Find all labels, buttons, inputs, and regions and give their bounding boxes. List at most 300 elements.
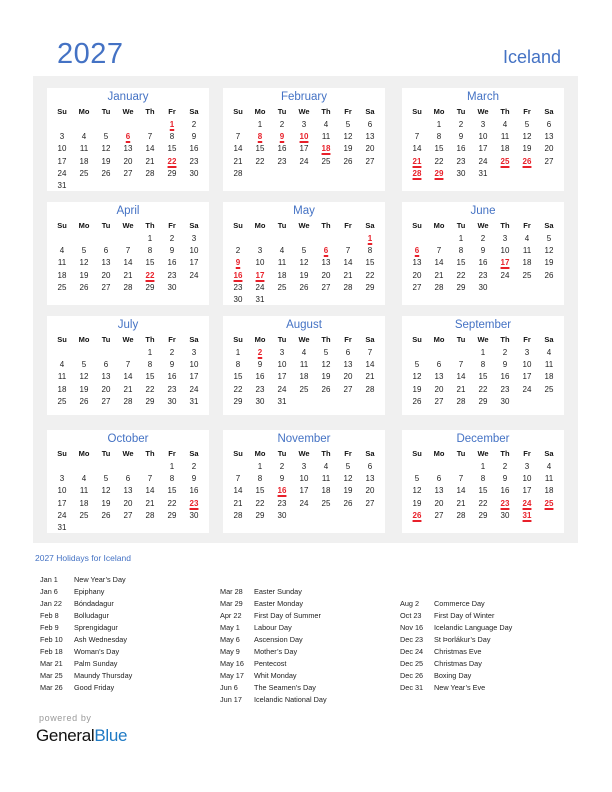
holiday-row bbox=[220, 694, 327, 706]
weekday-header: Sa bbox=[189, 221, 199, 230]
day-cell: 22 bbox=[456, 270, 466, 280]
weekday-header: Sa bbox=[544, 107, 554, 116]
day-cell: 20 bbox=[412, 270, 422, 280]
day-cell: 11 bbox=[544, 474, 554, 484]
month-name: July bbox=[117, 319, 139, 331]
holiday-date: Oct 23 bbox=[400, 611, 422, 620]
day-cell: 7 bbox=[147, 132, 153, 142]
holiday-day-cell: 26 bbox=[412, 510, 422, 520]
day-cell: 15 bbox=[365, 258, 375, 268]
holiday-name: Whit Monday bbox=[254, 671, 297, 680]
day-cell: 7 bbox=[436, 246, 442, 256]
holiday-row bbox=[40, 682, 132, 694]
weekday-header: Mo bbox=[254, 449, 266, 458]
day-cell: 19 bbox=[321, 372, 331, 382]
month-name: June bbox=[470, 205, 496, 217]
day-cell: 10 bbox=[522, 360, 532, 370]
day-cell: 8 bbox=[235, 360, 241, 370]
month-name: February bbox=[280, 91, 328, 103]
holiday-date: Mar 29 bbox=[220, 599, 243, 608]
day-cell: 6 bbox=[367, 462, 373, 471]
holiday-name: Palm Sunday bbox=[74, 659, 118, 668]
holiday-date: Jun 17 bbox=[220, 695, 242, 704]
day-cell: 30 bbox=[478, 282, 488, 292]
day-cell: 20 bbox=[343, 372, 353, 382]
empty-cell bbox=[95, 461, 117, 473]
weekday-header: Mo bbox=[78, 221, 90, 230]
weekday-header: Mo bbox=[78, 449, 90, 458]
holiday-row bbox=[400, 670, 512, 682]
day-cell: 21 bbox=[123, 384, 133, 394]
day-cell: 18 bbox=[544, 372, 554, 382]
day-cell: 25 bbox=[544, 384, 554, 394]
month-grid bbox=[47, 333, 209, 408]
day-cell: 30 bbox=[500, 510, 510, 520]
holiday-row bbox=[400, 682, 512, 694]
month-name: January bbox=[107, 91, 149, 103]
day-cell: 20 bbox=[123, 498, 133, 508]
day-cell: 31 bbox=[277, 396, 287, 406]
empty-cell bbox=[428, 233, 450, 245]
empty-cell bbox=[450, 461, 472, 473]
day-cell: 24 bbox=[478, 156, 488, 166]
day-cell: 20 bbox=[123, 156, 133, 166]
day-cell: 26 bbox=[299, 282, 309, 292]
weekday-header: Tu bbox=[277, 107, 287, 116]
empty-cell bbox=[117, 347, 139, 359]
day-cell: 28 bbox=[365, 384, 375, 394]
holiday-name: First Day of Winter bbox=[434, 611, 495, 620]
day-cell: 15 bbox=[255, 486, 265, 496]
day-cell: 23 bbox=[255, 384, 265, 394]
day-cell: 15 bbox=[478, 372, 488, 382]
empty-cell bbox=[406, 119, 428, 131]
weekday-header: Mo bbox=[433, 449, 445, 458]
holiday-row bbox=[40, 658, 132, 670]
day-cell: 5 bbox=[81, 246, 87, 256]
day-cell: 1 bbox=[257, 462, 263, 471]
weekday-header: Th bbox=[145, 221, 155, 230]
brand-general: General bbox=[36, 726, 95, 745]
month-grid bbox=[402, 219, 564, 294]
day-cell: 30 bbox=[189, 168, 199, 178]
day-cell: 16 bbox=[255, 372, 265, 382]
day-cell: 3 bbox=[59, 474, 65, 484]
weekday-header: Sa bbox=[189, 449, 199, 458]
day-cell: 8 bbox=[147, 246, 153, 256]
empty-cell bbox=[51, 347, 73, 359]
weekday-header: Tu bbox=[456, 107, 466, 116]
month-grid bbox=[223, 105, 385, 180]
holiday-day-cell: 17 bbox=[500, 258, 510, 268]
day-cell: 9 bbox=[458, 132, 464, 142]
day-cell: 22 bbox=[478, 498, 488, 508]
month-september bbox=[402, 316, 564, 415]
day-cell: 23 bbox=[478, 270, 488, 280]
day-cell: 26 bbox=[343, 498, 353, 508]
day-cell: 18 bbox=[57, 384, 67, 394]
holiday-day-cell: 23 bbox=[189, 498, 199, 508]
empty-cell bbox=[117, 233, 139, 245]
weekday-header: Fr bbox=[344, 107, 352, 116]
month-grid bbox=[47, 447, 209, 534]
day-cell: 1 bbox=[257, 120, 263, 129]
day-cell: 4 bbox=[323, 120, 329, 129]
day-cell: 27 bbox=[365, 156, 375, 166]
holiday-row bbox=[40, 598, 132, 610]
holiday-day-cell: 23 bbox=[500, 498, 510, 508]
holiday-row bbox=[220, 658, 327, 670]
holiday-name: Bolludagur bbox=[74, 611, 109, 620]
day-cell: 27 bbox=[123, 510, 133, 520]
day-cell: 31 bbox=[57, 180, 67, 190]
day-cell: 14 bbox=[233, 486, 243, 496]
day-cell: 12 bbox=[79, 372, 89, 382]
empty-cell bbox=[315, 233, 337, 245]
empty-cell bbox=[117, 119, 139, 131]
holiday-day-cell: 31 bbox=[522, 510, 532, 520]
day-cell: 3 bbox=[279, 348, 285, 357]
empty-cell bbox=[337, 233, 359, 245]
holidays-title: 2027 Holidays for Iceland bbox=[35, 553, 131, 563]
empty-cell bbox=[73, 233, 95, 245]
day-cell: 24 bbox=[299, 156, 309, 166]
month-name: April bbox=[116, 205, 140, 217]
holiday-day-cell: 6 bbox=[125, 132, 131, 142]
day-cell: 14 bbox=[412, 144, 422, 154]
holiday-date: May 17 bbox=[220, 671, 244, 680]
day-cell: 11 bbox=[299, 360, 309, 370]
weekday-header: Sa bbox=[365, 221, 375, 230]
weekday-header: We bbox=[122, 221, 134, 230]
day-cell: 2 bbox=[480, 234, 486, 243]
day-cell: 6 bbox=[546, 120, 552, 129]
day-cell: 15 bbox=[255, 144, 265, 154]
weekday-header: Mo bbox=[433, 107, 445, 116]
day-cell: 23 bbox=[456, 156, 466, 166]
day-cell: 20 bbox=[544, 144, 554, 154]
weekday-header: Sa bbox=[365, 107, 375, 116]
holiday-name: Good Friday bbox=[74, 683, 115, 692]
weekday-header: Fr bbox=[168, 449, 176, 458]
holiday-date: May 16 bbox=[220, 659, 244, 668]
day-cell: 24 bbox=[57, 168, 67, 178]
day-cell: 8 bbox=[480, 360, 486, 370]
day-cell: 23 bbox=[277, 498, 287, 508]
weekday-header: Sa bbox=[544, 221, 554, 230]
holiday-row bbox=[40, 670, 132, 682]
empty-cell bbox=[73, 119, 95, 131]
weekday-header: Tu bbox=[277, 335, 287, 344]
day-cell: 10 bbox=[255, 258, 265, 268]
day-cell: 22 bbox=[434, 156, 444, 166]
day-cell: 15 bbox=[167, 486, 177, 496]
holiday-name: Icelandic National Day bbox=[254, 695, 327, 704]
empty-cell bbox=[428, 461, 450, 473]
day-cell: 3 bbox=[301, 120, 307, 129]
holiday-row bbox=[400, 634, 512, 646]
day-cell: 19 bbox=[101, 156, 111, 166]
day-cell: 13 bbox=[544, 132, 554, 142]
day-cell: 25 bbox=[79, 168, 89, 178]
holiday-row bbox=[40, 610, 132, 622]
weekday-header: Th bbox=[145, 335, 155, 344]
weekday-header: Tu bbox=[277, 221, 287, 230]
weekday-header: Mo bbox=[254, 107, 266, 116]
day-cell: 28 bbox=[343, 282, 353, 292]
month-name: December bbox=[456, 433, 510, 445]
day-cell: 12 bbox=[412, 372, 422, 382]
holiday-name: Icelandic Language Day bbox=[434, 623, 513, 632]
holiday-name: Boxing Day bbox=[434, 671, 472, 680]
empty-cell bbox=[51, 119, 73, 131]
day-cell: 13 bbox=[365, 474, 375, 484]
empty-cell bbox=[227, 119, 249, 131]
day-cell: 8 bbox=[257, 474, 263, 484]
day-cell: 27 bbox=[101, 396, 111, 406]
day-cell: 7 bbox=[414, 132, 420, 142]
day-cell: 17 bbox=[299, 144, 309, 154]
day-cell: 29 bbox=[478, 396, 488, 406]
holiday-day-cell: 28 bbox=[412, 168, 422, 178]
day-cell: 12 bbox=[79, 258, 89, 268]
holiday-day-cell: 16 bbox=[277, 486, 287, 496]
day-cell: 21 bbox=[365, 372, 375, 382]
day-cell: 6 bbox=[436, 474, 442, 484]
holiday-day-cell: 24 bbox=[522, 498, 532, 508]
day-cell: 20 bbox=[101, 270, 111, 280]
day-cell: 15 bbox=[145, 258, 155, 268]
day-cell: 5 bbox=[103, 474, 109, 484]
day-cell: 9 bbox=[257, 360, 263, 370]
holiday-date: Dec 24 bbox=[400, 647, 424, 656]
holiday-day-cell: 26 bbox=[522, 156, 532, 166]
day-cell: 13 bbox=[123, 144, 133, 154]
empty-cell bbox=[51, 461, 73, 473]
month-october bbox=[47, 430, 209, 533]
day-cell: 14 bbox=[365, 360, 375, 370]
holiday-date: Dec 25 bbox=[400, 659, 424, 668]
weekday-header: Mo bbox=[433, 335, 445, 344]
month-july bbox=[47, 316, 209, 415]
day-cell: 16 bbox=[456, 144, 466, 154]
weekday-header: We bbox=[298, 335, 310, 344]
day-cell: 17 bbox=[57, 156, 67, 166]
day-cell: 18 bbox=[277, 270, 287, 280]
day-cell: 9 bbox=[169, 246, 175, 256]
holiday-date: Feb 9 bbox=[40, 623, 59, 632]
weekday-header: Su bbox=[233, 449, 243, 458]
month-may bbox=[223, 202, 385, 305]
weekday-header: Th bbox=[145, 449, 155, 458]
holiday-date: Jan 22 bbox=[40, 599, 62, 608]
day-cell: 27 bbox=[544, 156, 554, 166]
weekday-header: Tu bbox=[101, 107, 111, 116]
holiday-date: Feb 10 bbox=[40, 635, 63, 644]
day-cell: 3 bbox=[191, 348, 197, 357]
day-cell: 6 bbox=[125, 474, 131, 484]
weekday-header: Su bbox=[412, 107, 422, 116]
day-cell: 22 bbox=[145, 384, 155, 394]
day-cell: 2 bbox=[279, 120, 285, 129]
weekday-header: Su bbox=[57, 335, 67, 344]
day-cell: 18 bbox=[544, 486, 554, 496]
day-cell: 11 bbox=[321, 474, 331, 484]
day-cell: 9 bbox=[502, 360, 508, 370]
holiday-date: Mar 26 bbox=[40, 683, 63, 692]
empty-cell bbox=[450, 347, 472, 359]
day-cell: 22 bbox=[478, 384, 488, 394]
day-cell: 4 bbox=[81, 132, 87, 142]
day-cell: 17 bbox=[277, 372, 287, 382]
holiday-row bbox=[40, 586, 132, 598]
day-cell: 11 bbox=[79, 486, 89, 496]
holiday-name: The Seamen’s Day bbox=[254, 683, 316, 692]
weekday-header: Th bbox=[321, 449, 331, 458]
day-cell: 11 bbox=[57, 258, 67, 268]
month-november bbox=[223, 430, 385, 533]
month-june bbox=[402, 202, 564, 305]
day-cell: 20 bbox=[434, 384, 444, 394]
month-name: May bbox=[293, 205, 315, 217]
month-december bbox=[402, 430, 564, 533]
weekday-header: Fr bbox=[523, 107, 531, 116]
day-cell: 1 bbox=[235, 348, 241, 357]
day-cell: 6 bbox=[103, 246, 109, 256]
day-cell: 19 bbox=[299, 270, 309, 280]
day-cell: 3 bbox=[301, 462, 307, 471]
day-cell: 27 bbox=[434, 510, 444, 520]
day-cell: 15 bbox=[145, 372, 155, 382]
day-cell: 21 bbox=[456, 384, 466, 394]
day-cell: 20 bbox=[365, 486, 375, 496]
day-cell: 28 bbox=[145, 510, 155, 520]
weekday-header: Th bbox=[500, 449, 510, 458]
day-cell: 10 bbox=[500, 246, 510, 256]
empty-cell bbox=[73, 461, 95, 473]
day-cell: 20 bbox=[321, 270, 331, 280]
weekday-header: We bbox=[477, 221, 489, 230]
day-cell: 30 bbox=[255, 396, 265, 406]
day-cell: 23 bbox=[167, 384, 177, 394]
weekday-header: Th bbox=[321, 107, 331, 116]
day-cell: 7 bbox=[125, 246, 131, 256]
month-name: November bbox=[277, 433, 331, 445]
holiday-day-cell: 18 bbox=[321, 144, 331, 154]
month-name: September bbox=[454, 319, 512, 331]
day-cell: 30 bbox=[500, 396, 510, 406]
holiday-date: Feb 18 bbox=[40, 647, 63, 656]
day-cell: 3 bbox=[191, 234, 197, 243]
weekday-header: Su bbox=[233, 221, 243, 230]
empty-cell bbox=[95, 119, 117, 131]
day-cell: 5 bbox=[546, 234, 552, 243]
day-cell: 12 bbox=[343, 474, 353, 484]
brand-blue: Blue bbox=[94, 726, 128, 745]
day-cell: 13 bbox=[321, 258, 331, 268]
day-cell: 5 bbox=[524, 120, 530, 129]
day-cell: 17 bbox=[57, 498, 67, 508]
day-cell: 29 bbox=[145, 396, 155, 406]
day-cell: 24 bbox=[522, 384, 532, 394]
day-cell: 19 bbox=[412, 498, 422, 508]
day-cell: 31 bbox=[478, 168, 488, 178]
weekday-header: We bbox=[477, 107, 489, 116]
weekday-header: Tu bbox=[456, 335, 466, 344]
day-cell: 13 bbox=[365, 132, 375, 142]
day-cell: 27 bbox=[412, 282, 422, 292]
empty-cell bbox=[293, 233, 315, 245]
day-cell: 21 bbox=[233, 498, 243, 508]
day-cell: 22 bbox=[167, 498, 177, 508]
month-april bbox=[47, 202, 209, 305]
day-cell: 24 bbox=[500, 270, 510, 280]
weekday-header: Tu bbox=[101, 449, 111, 458]
holiday-day-cell: 22 bbox=[145, 270, 155, 280]
day-cell: 26 bbox=[544, 270, 554, 280]
weekday-header: Fr bbox=[523, 221, 531, 230]
day-cell: 10 bbox=[277, 360, 287, 370]
day-cell: 18 bbox=[321, 486, 331, 496]
day-cell: 16 bbox=[478, 258, 488, 268]
day-cell: 27 bbox=[434, 396, 444, 406]
day-cell: 9 bbox=[169, 360, 175, 370]
day-cell: 21 bbox=[343, 270, 353, 280]
holiday-date: Feb 8 bbox=[40, 611, 59, 620]
month-grid bbox=[223, 333, 385, 408]
day-cell: 4 bbox=[502, 120, 508, 129]
day-cell: 21 bbox=[145, 498, 155, 508]
day-cell: 30 bbox=[277, 510, 287, 520]
holiday-row bbox=[40, 646, 132, 658]
day-cell: 28 bbox=[456, 510, 466, 520]
day-cell: 17 bbox=[189, 258, 199, 268]
holiday-column bbox=[220, 586, 327, 706]
month-grid bbox=[402, 333, 564, 408]
day-cell: 16 bbox=[189, 144, 199, 154]
day-cell: 26 bbox=[321, 384, 331, 394]
day-cell: 10 bbox=[189, 360, 199, 370]
day-cell: 4 bbox=[323, 462, 329, 471]
holiday-row bbox=[220, 634, 327, 646]
day-cell: 1 bbox=[147, 234, 153, 243]
weekday-header: Fr bbox=[168, 335, 176, 344]
weekday-header: Tu bbox=[101, 335, 111, 344]
empty-cell bbox=[428, 347, 450, 359]
day-cell: 17 bbox=[189, 372, 199, 382]
weekday-header: Sa bbox=[544, 449, 554, 458]
month-january bbox=[47, 88, 209, 191]
day-cell: 27 bbox=[123, 168, 133, 178]
day-cell: 7 bbox=[235, 474, 241, 484]
day-cell: 2 bbox=[191, 462, 197, 471]
weekday-header: We bbox=[298, 221, 310, 230]
day-cell: 28 bbox=[123, 396, 133, 406]
day-cell: 18 bbox=[79, 156, 89, 166]
day-cell: 18 bbox=[79, 498, 89, 508]
day-cell: 25 bbox=[299, 384, 309, 394]
weekday-header: Su bbox=[412, 449, 422, 458]
day-cell: 15 bbox=[167, 144, 177, 154]
holiday-day-cell: 9 bbox=[235, 258, 241, 268]
day-cell: 26 bbox=[412, 396, 422, 406]
day-cell: 1 bbox=[147, 348, 153, 357]
day-cell: 4 bbox=[546, 462, 552, 471]
day-cell: 13 bbox=[123, 486, 133, 496]
weekday-header: We bbox=[298, 107, 310, 116]
month-name: March bbox=[467, 91, 499, 103]
holiday-row bbox=[40, 634, 132, 646]
